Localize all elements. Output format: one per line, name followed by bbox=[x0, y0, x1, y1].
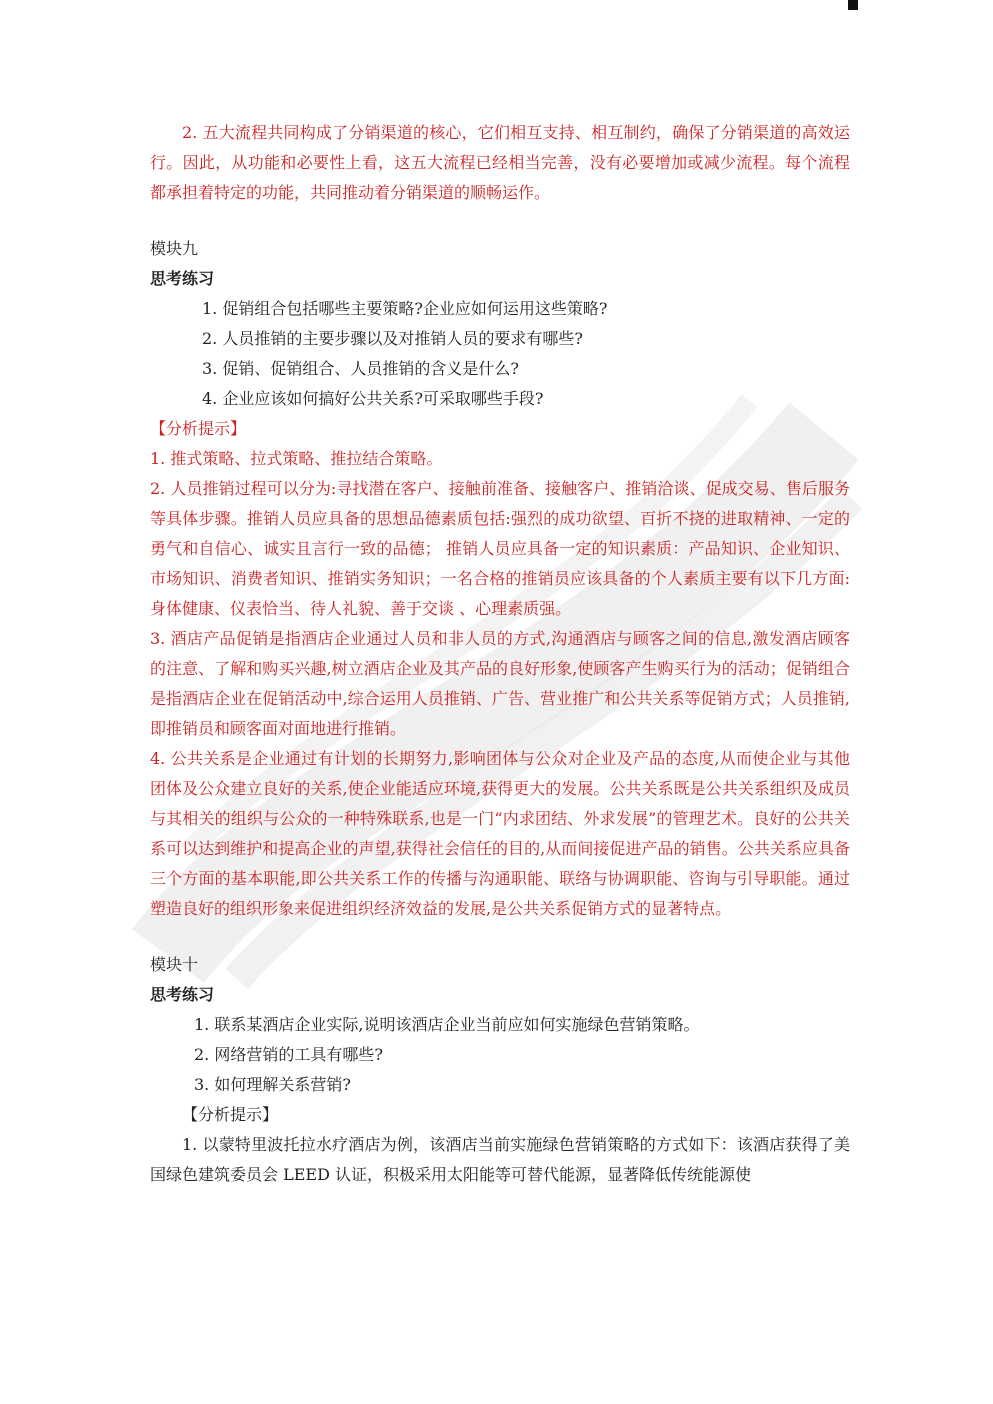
module-ten-exercise-heading: 思考练习 bbox=[150, 985, 215, 1004]
module-ten-answer-1: 1. 以蒙特里波托拉水疗酒店为例，该酒店当前实施绿色营销策略的方式如下：该酒店获得了美国绿色建筑委员会 LEED 认证，积极采用太阳能等可替代能源，显著降低传统能源使 bbox=[150, 1135, 850, 1184]
module-nine-title: 模块九 bbox=[150, 239, 199, 258]
module-nine-question-4: 4. 企业应该如何搞好公共关系?可采取哪些手段? bbox=[202, 389, 544, 408]
module-nine-question-3: 3. 促销、促销组合、人员推销的含义是什么? bbox=[202, 359, 519, 378]
corner-mark bbox=[848, 0, 858, 10]
module-ten-hint-heading: 【分析提示】 bbox=[182, 1105, 279, 1124]
document-body bbox=[150, 118, 850, 1190]
module-nine-answer-1: 1. 推式策略、拉式策略、推拉结合策略。 bbox=[150, 449, 443, 468]
module-nine-answer-3: 3. 酒店产品促销是指酒店企业通过人员和非人员的方式,沟通酒店与顾客之间的信息,激发酒店顾客的注意、了解和购买兴趣,树立酒店企业及其产品的良好形象,使顾客产生购买行为的活动；促销组合是指酒店企业在促销活动中,综合运用人员推销、广告、营业推广和公共关系等促销方式；人员推销,即推销员和顾客面对面地进行推销。 bbox=[150, 629, 850, 738]
module-ten-question-2: 2. 网络营销的工具有哪些? bbox=[194, 1045, 383, 1064]
module-nine-answer-2: 2. 人员推销过程可以分为:寻找潜在客户、接触前准备、接触客户、推销洽谈、促成交易、售后服务等具体步骤。推销人员应具备的思想品德素质包括:强烈的成功欲望、百折不挠的进取精神、一定的勇气和自信心、诚实且言行一致的品德； 推销人员应具备一定的知识素质：产品知识、企业知识、市场知识、消费者知识、推销实务知识；一名合格的推销员应该具备的个人素质主要有以下几方面:身体健康、仪表恰当、待人礼貌、善于交谈 、心理素质强。 bbox=[150, 479, 850, 618]
module-ten-question-3: 3. 如何理解关系营销? bbox=[194, 1075, 351, 1094]
module-nine-hint-heading: 【分析提示】 bbox=[150, 419, 247, 438]
module-nine-question-1: 1. 促销组合包括哪些主要策略?企业应如何运用这些策略? bbox=[202, 299, 608, 318]
module-nine-answer-4: 4. 公共关系是企业通过有计划的长期努力,影响团体与公众对企业及产品的态度,从而使企业与其他团体及公众建立良好的关系,使企业能适应环境,获得更大的发展。公共关系既是公共关系组织及成员与其相关的组织与公众的一种特殊联系,也是一门“内求团结、外求发展”的管理艺术。良好的公共关系可以达到维护和提高企业的声望,获得社会信任的目的,从而间接促进产品的销售。公共关系应具备三个方面的基本职能,即公共关系工作的传播与沟通职能、联络与协调职能、咨询与引导职能。通过塑造良好的组织形象来促进组织经济效益的发展,是公共关系促销方式的显著特点。 bbox=[150, 749, 850, 918]
top-paragraph: 2. 五大流程共同构成了分销渠道的核心，它们相互支持、相互制约，确保了分销渠道的高效运行。因此，从功能和必要性上看，这五大流程已经相当完善，没有必要增加或减少流程。每个流程都承担着特定的功能，共同推动着分销渠道的顺畅运作。 bbox=[150, 123, 850, 202]
module-ten-question-1: 1. 联系某酒店企业实际,说明该酒店企业当前应如何实施绿色营销策略。 bbox=[194, 1015, 700, 1034]
module-ten-title: 模块十 bbox=[150, 955, 199, 974]
module-nine-exercise-heading: 思考练习 bbox=[150, 269, 215, 288]
module-nine-question-2: 2. 人员推销的主要步骤以及对推销人员的要求有哪些? bbox=[202, 329, 583, 348]
